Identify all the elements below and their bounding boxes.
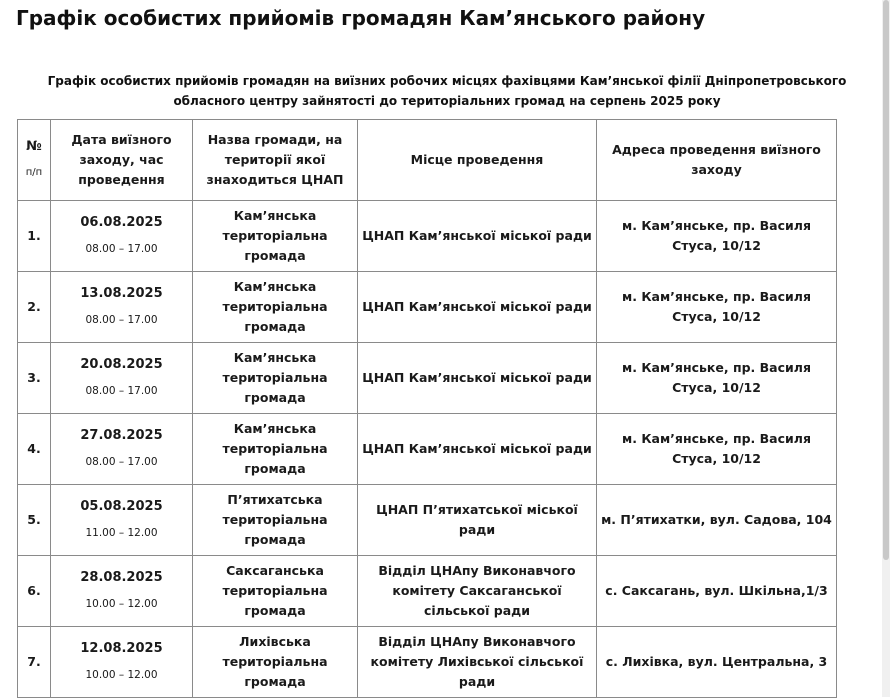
row-community: Саксаганська територіальна громада — [193, 556, 358, 627]
row-time: 08.00 – 17.00 — [85, 385, 158, 397]
row-number: 2. — [18, 272, 51, 343]
row-date-time — [51, 272, 193, 343]
row-date: 13.08.2025 — [80, 286, 163, 301]
row-date-time — [51, 343, 193, 414]
row-address: м. Кам’янське, пр. Василя Стуса, 10/12 — [597, 272, 837, 343]
vertical-scrollbar[interactable] — [882, 0, 890, 697]
row-address: м. Кам’янське, пр. Василя Стуса, 10/12 — [597, 201, 837, 272]
row-date: 28.08.2025 — [80, 570, 163, 585]
row-community: Кам’янська територіальна громада — [193, 343, 358, 414]
row-date-time — [51, 485, 193, 556]
row-date: 06.08.2025 — [80, 215, 163, 230]
row-date: 20.08.2025 — [80, 357, 163, 372]
table-row — [18, 485, 837, 556]
row-date-time — [51, 201, 193, 272]
row-date-time — [51, 414, 193, 485]
row-community: Лихівська територіальна громада — [193, 627, 358, 698]
row-community: Кам’янська територіальна громада — [193, 414, 358, 485]
row-time: 10.00 – 12.00 — [85, 598, 158, 610]
row-number: 5. — [18, 485, 51, 556]
header-address: Адреса проведення виїзного заходу — [597, 120, 837, 201]
row-address: м. Кам’янське, пр. Василя Стуса, 10/12 — [597, 343, 837, 414]
row-number: 7. — [18, 627, 51, 698]
row-time: 10.00 – 12.00 — [85, 669, 158, 681]
row-time: 08.00 – 17.00 — [85, 243, 158, 255]
header-number-sign: № — [26, 139, 42, 154]
row-community: П’ятихатська територіальна громада — [193, 485, 358, 556]
row-place: ЦНАП Кам’янської міської ради — [358, 414, 597, 485]
row-place: ЦНАП П’ятихатської міської ради — [358, 485, 597, 556]
schedule-table — [17, 119, 837, 698]
row-date: 27.08.2025 — [80, 428, 163, 443]
row-date-time — [51, 627, 193, 698]
row-number: 6. — [18, 556, 51, 627]
row-address: с. Саксагань, вул. Шкільна,1/3 — [597, 556, 837, 627]
row-time: 11.00 – 12.00 — [85, 527, 158, 539]
table-row — [18, 627, 837, 698]
row-number: 4. — [18, 414, 51, 485]
table-header-row — [18, 120, 837, 201]
row-date-time — [51, 556, 193, 627]
header-number — [18, 120, 51, 201]
row-community: Кам’янська територіальна громада — [193, 272, 358, 343]
row-address: м. П’ятихатки, вул. Садова, 104 — [597, 485, 837, 556]
header-community: Назва громади, на території якої знаходиться ЦНАП — [193, 120, 358, 201]
table-row — [18, 343, 837, 414]
row-time: 08.00 – 17.00 — [85, 314, 158, 326]
row-time: 08.00 – 17.00 — [85, 456, 158, 468]
schedule-subtitle: Графік особистих прийомів громадян на виїзних робочих місцях фахівцями Кам’янської філії Дніпропетровського обласного центру зайнятості до територіальних громад на серпень 2025 року — [47, 74, 847, 108]
table-row — [18, 201, 837, 272]
row-place: Відділ ЦНАпу Виконавчого комітету Саксаганської сільської ради — [358, 556, 597, 627]
row-date: 05.08.2025 — [80, 499, 163, 514]
header-date: Дата виїзного заходу, час проведення — [51, 120, 193, 201]
table-row — [18, 556, 837, 627]
table-row — [18, 272, 837, 343]
row-number: 3. — [18, 343, 51, 414]
row-number: 1. — [18, 201, 51, 272]
row-place: Відділ ЦНАпу Виконавчого комітету Лихівської сільської ради — [358, 627, 597, 698]
row-date: 12.08.2025 — [80, 641, 163, 656]
row-place: ЦНАП Кам’янської міської ради — [358, 201, 597, 272]
table-row — [18, 414, 837, 485]
row-address: м. Кам’янське, пр. Василя Стуса, 10/12 — [597, 414, 837, 485]
row-place: ЦНАП Кам’янської міської ради — [358, 343, 597, 414]
row-place: ЦНАП Кам’янської міської ради — [358, 272, 597, 343]
header-place: Місце проведення — [358, 120, 597, 201]
page-title: Графік особистих прийомів громадян Кам’янського району — [16, 6, 706, 30]
header-number-sub: п/п — [25, 167, 43, 178]
row-community: Кам’янська територіальна громада — [193, 201, 358, 272]
row-address: с. Лихівка, вул. Центральна, 3 — [597, 627, 837, 698]
scrollbar-thumb[interactable] — [883, 0, 889, 560]
